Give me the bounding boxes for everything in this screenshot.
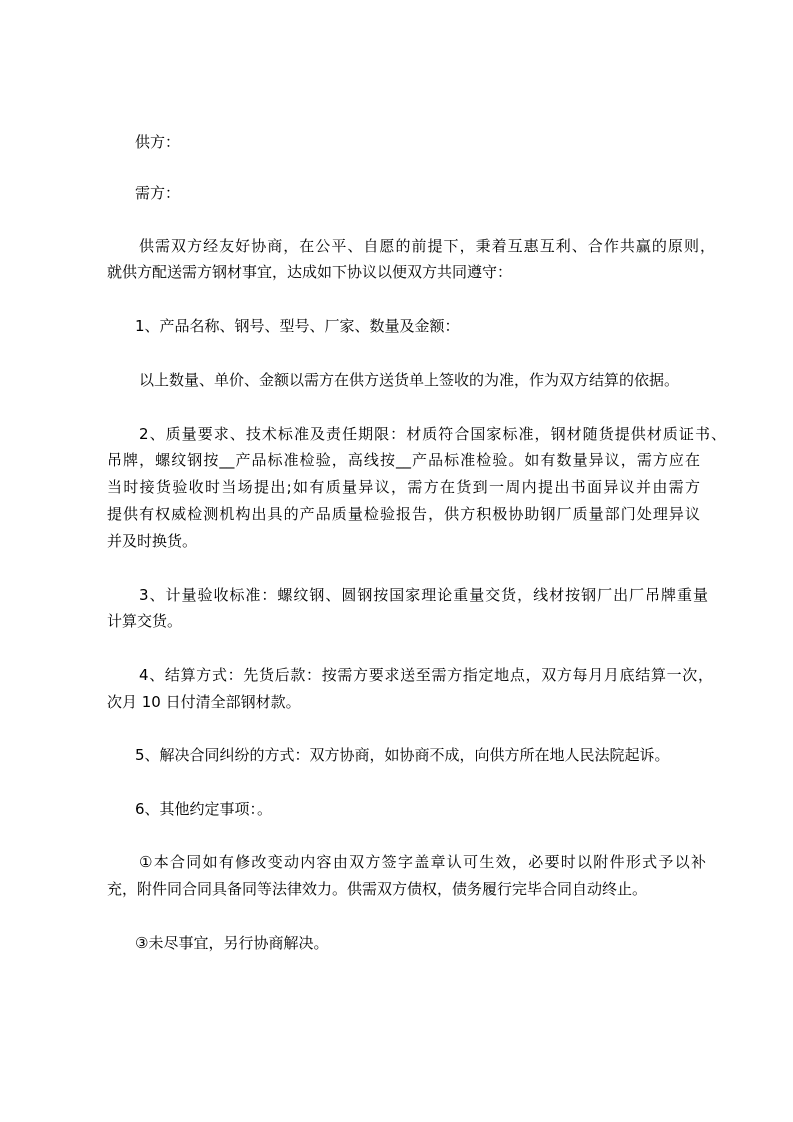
section-2-line-2: 吊牌，螺纹钢按__产品标准检验，高线按__产品标准检验。如有数量异议，需方应在	[107, 451, 700, 469]
buyer-label: 需方：	[135, 184, 181, 202]
section-2-line-3: 当时接货验收时当场提出;如有质量异议，需方在货到一周内提出书面异议并由需方	[107, 478, 700, 496]
section-3-line-1: 3、计量验收标准：螺纹钢、圆钢按国家理论重量交货，线材按钢厂出厂吊牌重量	[139, 586, 708, 604]
section-1-heading: 1、产品名称、钢号、型号、厂家、数量及金额：	[135, 317, 460, 335]
section-2-line-5: 并及时换货。	[107, 532, 198, 550]
section-3-line-2: 计算交货。	[107, 612, 183, 630]
section-4-line-1: 4、结算方式：先货后款：按需方要求送至需方指定地点，双方每月月底结算一次，	[139, 666, 713, 684]
section-5: 5、解决合同纠纷的方式：双方协商，如协商不成，向供方所在地人民法院起诉。	[135, 746, 670, 764]
section-6-item-3: ③未尽事宜，另行协商解决。	[135, 934, 329, 952]
intro-line-1: 供需双方经友好协商，在公平、自愿的前提下，秉着互惠互利、合作共赢的原则，	[139, 237, 715, 255]
section-6-heading: 6、其他约定事项：。	[135, 800, 273, 818]
supplier-label: 供方：	[135, 133, 181, 151]
section-6-item-1-line-1: ①本合同如有修改变动内容由双方签字盖章认可生效，必要时以附件形式予以补	[139, 853, 706, 871]
section-2-line-1: 2、质量要求、技术标准及责任期限：材质符合国家标准，钢材随货提供材质证书、	[139, 425, 726, 443]
section-1-note: 以上数量、单价、金额以需方在供方送货单上签收的为准，作为双方结算的依据。	[139, 371, 680, 389]
intro-line-2: 就供方配送需方钢材事宜，达成如下协议以便双方共同遵守：	[107, 263, 513, 281]
section-6-item-1-line-2: 充，附件同合同具备同等法律效力。供需双方债权，债务履行完毕合同自动终止。	[107, 880, 648, 898]
section-2-line-4: 提供有权威检测机构出具的产品质量检验报告，供方积极协助钢厂质量部门处理异议	[107, 505, 700, 523]
section-4-line-2: 次月 10 日付清全部钢材款。	[107, 693, 301, 711]
